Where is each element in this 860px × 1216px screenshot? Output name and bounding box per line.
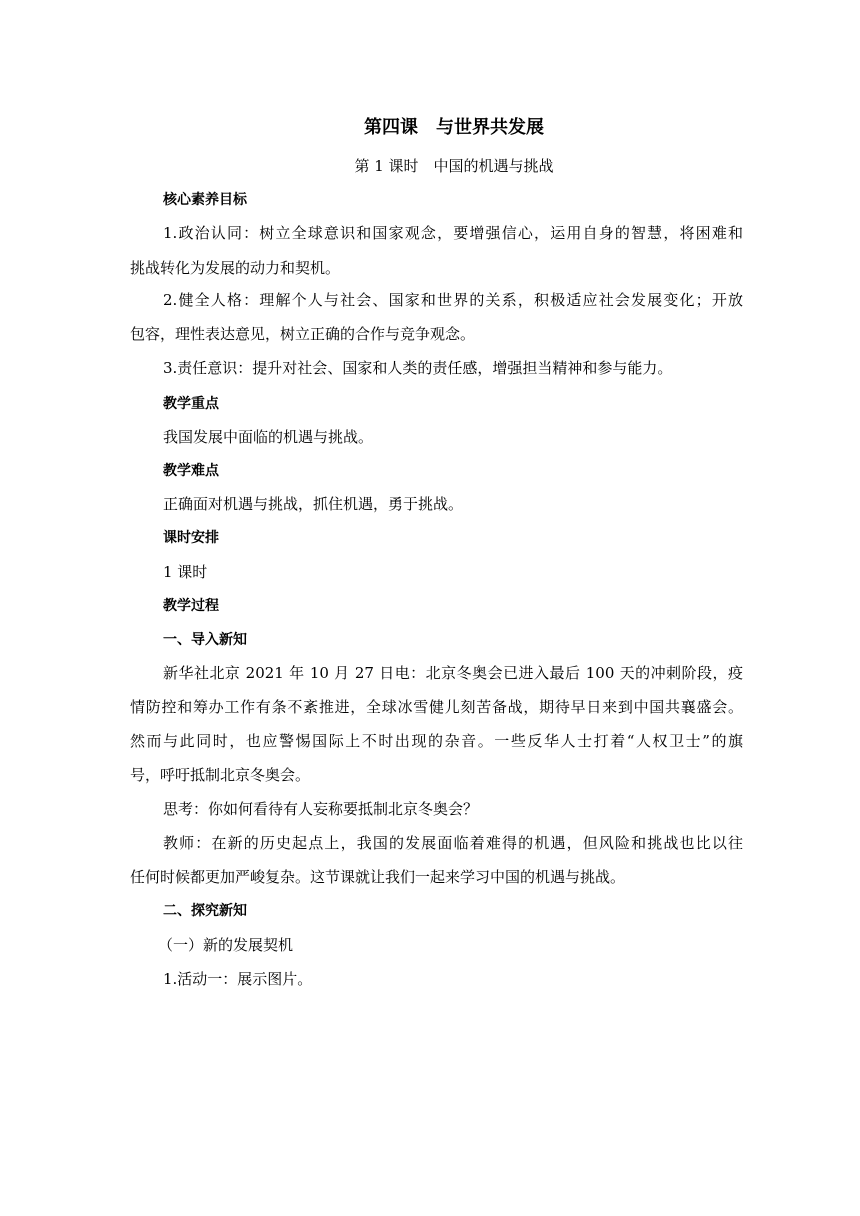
difficulty-heading: 教学难点 xyxy=(163,463,219,479)
difficulty-text: 正确面对机遇与挑战，抓住机遇，勇于挑战。 xyxy=(163,495,464,513)
teacher-line-2: 任何时候都更加严峻复杂。这节课就让我们一起来学习中国的机遇与挑战。 xyxy=(130,868,626,886)
subsection-1-heading: （一）新的发展契机 xyxy=(158,936,294,954)
goal-1-line-1: 1.政治认同：树立全球意识和国家观念，要增强信心，运用自身的智慧，将困难和 xyxy=(163,224,743,242)
schedule-text: 1 课时 xyxy=(163,563,208,581)
section-1-heading: 一、导入新知 xyxy=(163,632,247,648)
goal-3-line-1: 3.责任意识：提升对社会、国家和人类的责任感，增强担当精神和参与能力。 xyxy=(163,359,673,377)
intro-line-1: 新华社北京 2021 年 10 月 27 日电：北京冬奥会已进入最后 100 天的冲刺阶段，疫 xyxy=(163,664,743,682)
process-heading: 教学过程 xyxy=(163,598,219,614)
intro-line-2: 情防控和筹办工作有条不紊推进，全球冰雪健儿刻苦备战，期待早日来到中国共襄盛会。 xyxy=(130,698,743,716)
teacher-line-1: 教师：在新的历史起点上，我国的发展面临着难得的机遇，但风险和挑战也比以往 xyxy=(163,834,743,852)
intro-line-3: 然而与此同时，也应警惕国际上不时出现的杂音。一些反华人士打着“人权卫士”的旗 xyxy=(130,732,743,750)
schedule-heading: 课时安排 xyxy=(163,530,219,546)
think-line: 思考：你如何看待有人妄称要抵制北京冬奥会？ xyxy=(163,800,479,818)
goal-2-line-2: 包容，理性表达意见，树立正确的合作与竞争观念。 xyxy=(130,325,476,343)
core-goals-heading: 核心素养目标 xyxy=(163,192,247,208)
activity-1-text: 1.活动一：展示图片。 xyxy=(163,970,313,988)
intro-line-4: 号，呼吁抵制北京冬奥会。 xyxy=(130,766,311,784)
key-point-heading: 教学重点 xyxy=(163,396,219,412)
goal-1-line-2: 挑战转化为发展的动力和契机。 xyxy=(130,259,341,277)
lesson-subtitle: 第 1 课时 中国的机遇与挑战 xyxy=(354,157,554,175)
section-2-heading: 二、探究新知 xyxy=(163,903,247,919)
key-point-text: 我国发展中面临的机遇与挑战。 xyxy=(163,428,374,446)
goal-2-line-1: 2.健全人格：理解个人与社会、国家和世界的关系，积极适应社会发展变化；开放 xyxy=(163,291,743,309)
lesson-title: 第四课 与世界共发展 xyxy=(364,117,544,138)
